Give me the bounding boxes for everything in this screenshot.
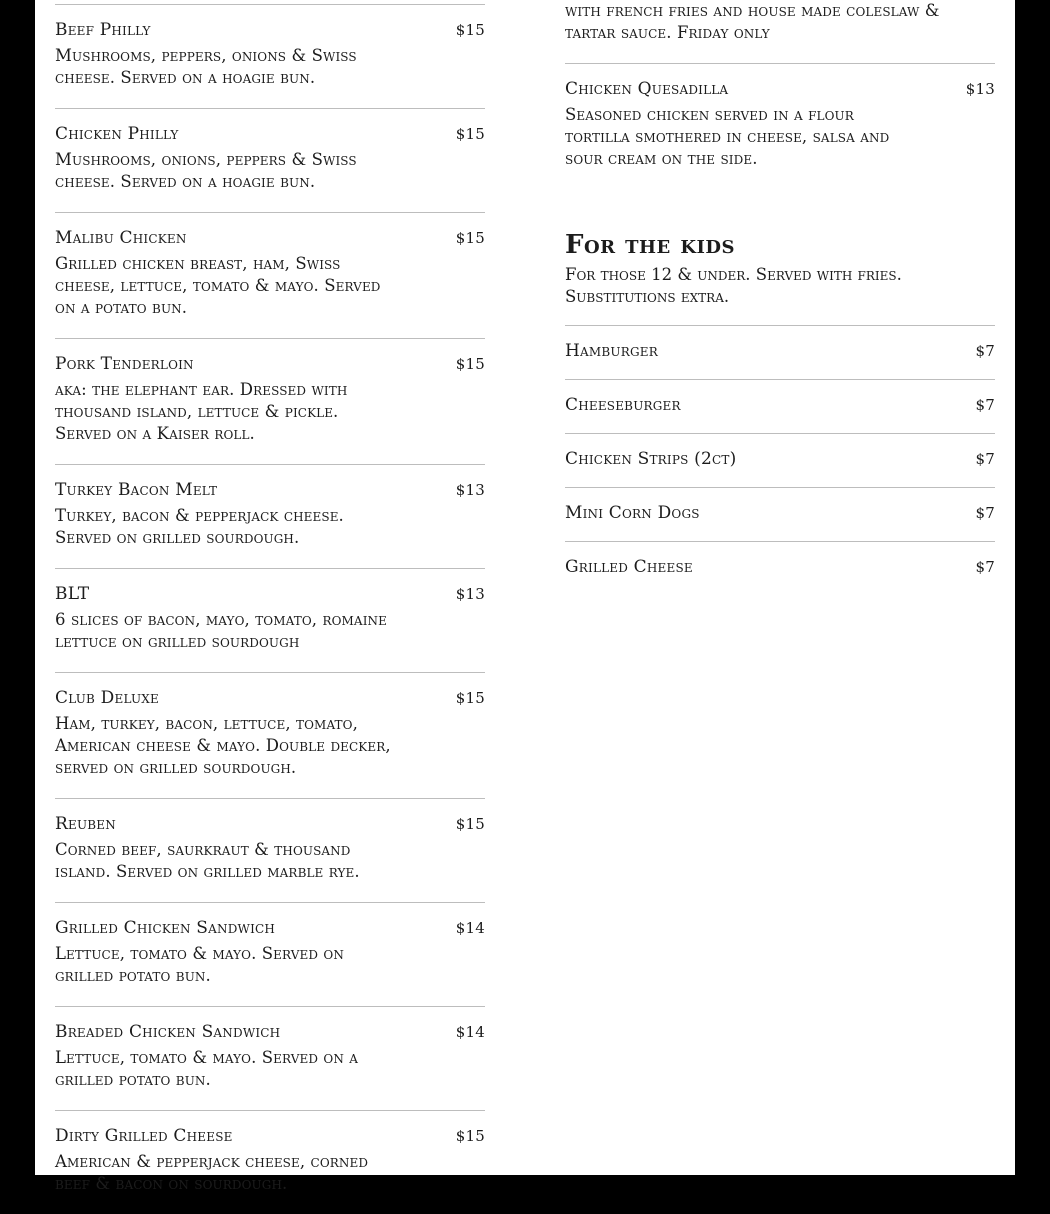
kids-list xyxy=(565,325,995,595)
item-price: $7 xyxy=(975,342,995,360)
item-name: BLT xyxy=(55,584,90,604)
item-name: Breaded Chicken Sandwich xyxy=(55,1022,281,1042)
kids-section xyxy=(565,230,995,308)
menu-item xyxy=(55,212,485,338)
item-description: Ham, turkey, bacon, lettuce, tomato, American cheese & mayo. Double decker, served on grilled sourdough. xyxy=(55,714,391,777)
menu-item xyxy=(565,325,995,379)
item-description: aka: the elephant ear. Dressed with thousand island, lettuce & pickle. Served on a Kaiser roll. xyxy=(55,380,348,443)
item-name: Dirty Grilled Cheese xyxy=(55,1126,233,1146)
item-price: $15 xyxy=(455,355,485,373)
menu-page xyxy=(35,0,1015,1193)
item-price: $14 xyxy=(455,1023,485,1041)
item-name: Turkey Bacon Melt xyxy=(55,480,218,500)
section-title: For the kids xyxy=(565,230,735,260)
menu-item xyxy=(55,108,485,212)
menu-item xyxy=(55,1006,485,1110)
item-price: $15 xyxy=(455,229,485,247)
item-description: Mushrooms, onions, peppers & Swiss cheese. Served on a hoagie bun. xyxy=(55,150,357,191)
menu-item xyxy=(55,798,485,902)
menu-item xyxy=(565,433,995,487)
item-name: Reuben xyxy=(55,814,116,834)
menu-item xyxy=(55,464,485,568)
item-description: American & pepperjack cheese, corned beef & bacon on sourdough. xyxy=(55,1152,369,1193)
item-name: Chicken Philly xyxy=(55,124,179,144)
item-name: Mini Corn Dogs xyxy=(565,503,700,523)
item-price: $7 xyxy=(975,558,995,576)
item-description: with french fries and house made coleslaw & tartar sauce. Friday only xyxy=(565,1,940,42)
item-name: Malibu Chicken xyxy=(55,228,187,248)
section-subtitle: For those 12 & under. Served with fries. Substitutions extra. xyxy=(565,265,902,306)
item-price: $15 xyxy=(455,1127,485,1145)
item-description: 6 slices of bacon, mayo, tomato, romaine lettuce on grilled sourdough xyxy=(55,610,387,651)
item-description: Corned beef, saurkraut & thousand island. Served on grilled marble rye. xyxy=(55,840,360,881)
item-description: Lettuce, tomato & mayo. Served on grilled potato bun. xyxy=(55,944,344,985)
menu-item xyxy=(55,4,485,108)
item-price: $13 xyxy=(455,585,485,603)
menu-item xyxy=(565,63,995,230)
menu-item xyxy=(55,672,485,798)
item-name: Grilled Cheese xyxy=(565,557,693,577)
menu-item xyxy=(55,568,485,672)
menu-item xyxy=(565,379,995,433)
item-price: $15 xyxy=(455,125,485,143)
item-price: $7 xyxy=(975,450,995,468)
item-price: $13 xyxy=(965,80,995,98)
item-name: Grilled Chicken Sandwich xyxy=(55,918,276,938)
menu-item-continued xyxy=(565,0,995,63)
item-price: $15 xyxy=(455,815,485,833)
right-column xyxy=(565,0,995,595)
item-name: Beef Philly xyxy=(55,20,151,40)
menu-item xyxy=(55,1110,485,1214)
item-name: Club Deluxe xyxy=(55,688,159,708)
menu-item xyxy=(565,541,995,595)
item-price: $15 xyxy=(455,21,485,39)
item-description: Mushrooms, peppers, onions & Swiss cheese. Served on a hoagie bun. xyxy=(55,46,357,87)
menu-item xyxy=(565,487,995,541)
item-description: Turkey, bacon & pepperjack cheese. Served on grilled sourdough. xyxy=(55,506,344,547)
item-name: Pork Tenderloin xyxy=(55,354,194,374)
item-description: Grilled chicken breast, ham, Swiss cheese, lettuce, tomato & mayo. Served on a potato bun. xyxy=(55,254,381,317)
item-price: $14 xyxy=(455,919,485,937)
menu-item xyxy=(55,338,485,464)
left-column xyxy=(55,4,485,1214)
item-description: Seasoned chicken served in a flour tortilla smothered in cheese, salsa and sour cream on the side. xyxy=(565,105,890,168)
item-price: $7 xyxy=(975,504,995,522)
item-name: Chicken Quesadilla xyxy=(565,79,729,99)
item-price: $7 xyxy=(975,396,995,414)
item-name: Chicken Strips (2ct) xyxy=(565,449,737,469)
item-price: $15 xyxy=(455,689,485,707)
menu-item xyxy=(55,902,485,1006)
item-name: Hamburger xyxy=(565,341,658,361)
item-name: Cheeseburger xyxy=(565,395,681,415)
item-price: $13 xyxy=(455,481,485,499)
item-description: Lettuce, tomato & mayo. Served on a grilled potato bun. xyxy=(55,1048,359,1089)
